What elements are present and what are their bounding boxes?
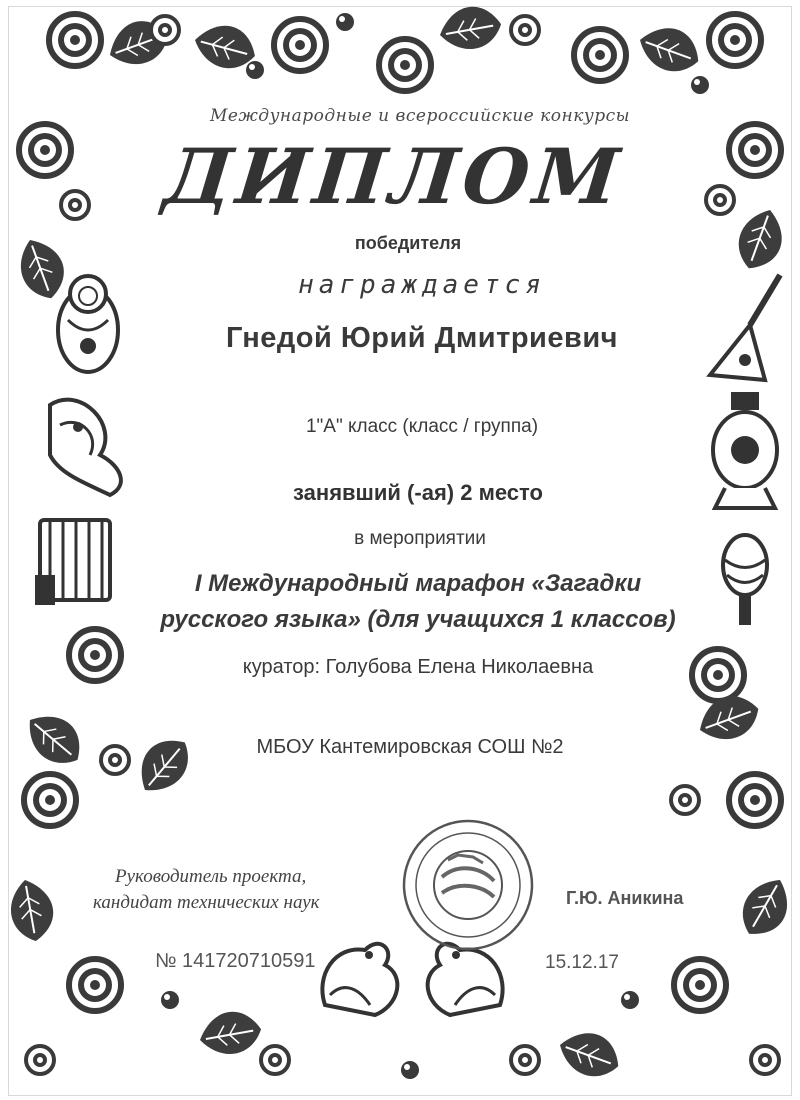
curator-line: куратор: Голубова Елена Николаевна	[242, 656, 594, 678]
event-title-line-1: I Международный марафон «Загадки	[194, 570, 642, 597]
diploma-title: ДИПЛОМ	[159, 132, 629, 221]
contests-caption: Международные и всероссийские конкурсы	[210, 106, 630, 126]
signatory-name: Г.Ю. Аникина	[566, 888, 684, 908]
school-name: МБОУ Кантемировская СОШ №2	[256, 736, 564, 758]
issue-date: 15.12.17	[545, 952, 619, 973]
signatory-role-line-2: кандидат технических наук	[93, 892, 320, 913]
recipient-name: Гнедой Юрий Дмитриевич	[225, 322, 618, 354]
place-line: занявший (-ая) 2 место	[293, 480, 543, 505]
diploma-number: № 141720710591	[155, 950, 316, 972]
event-title	[18, 566, 800, 638]
event-title-line-2: русского языка» (для учащихся 1 классов)	[160, 606, 676, 633]
rooster-left-icon	[322, 944, 397, 1015]
winner-subtitle: победителя	[354, 233, 462, 253]
top-ornament	[49, 2, 761, 94]
class-line: 1"А" класс (класс / группа)	[305, 416, 539, 437]
event-intro: в мероприятии	[354, 528, 486, 549]
awarded-text: награждается	[298, 270, 546, 300]
organization-seal	[404, 821, 532, 949]
rooster-right-icon	[428, 944, 503, 1015]
signatory-role-line-1: Руководитель проекта,	[115, 866, 307, 887]
